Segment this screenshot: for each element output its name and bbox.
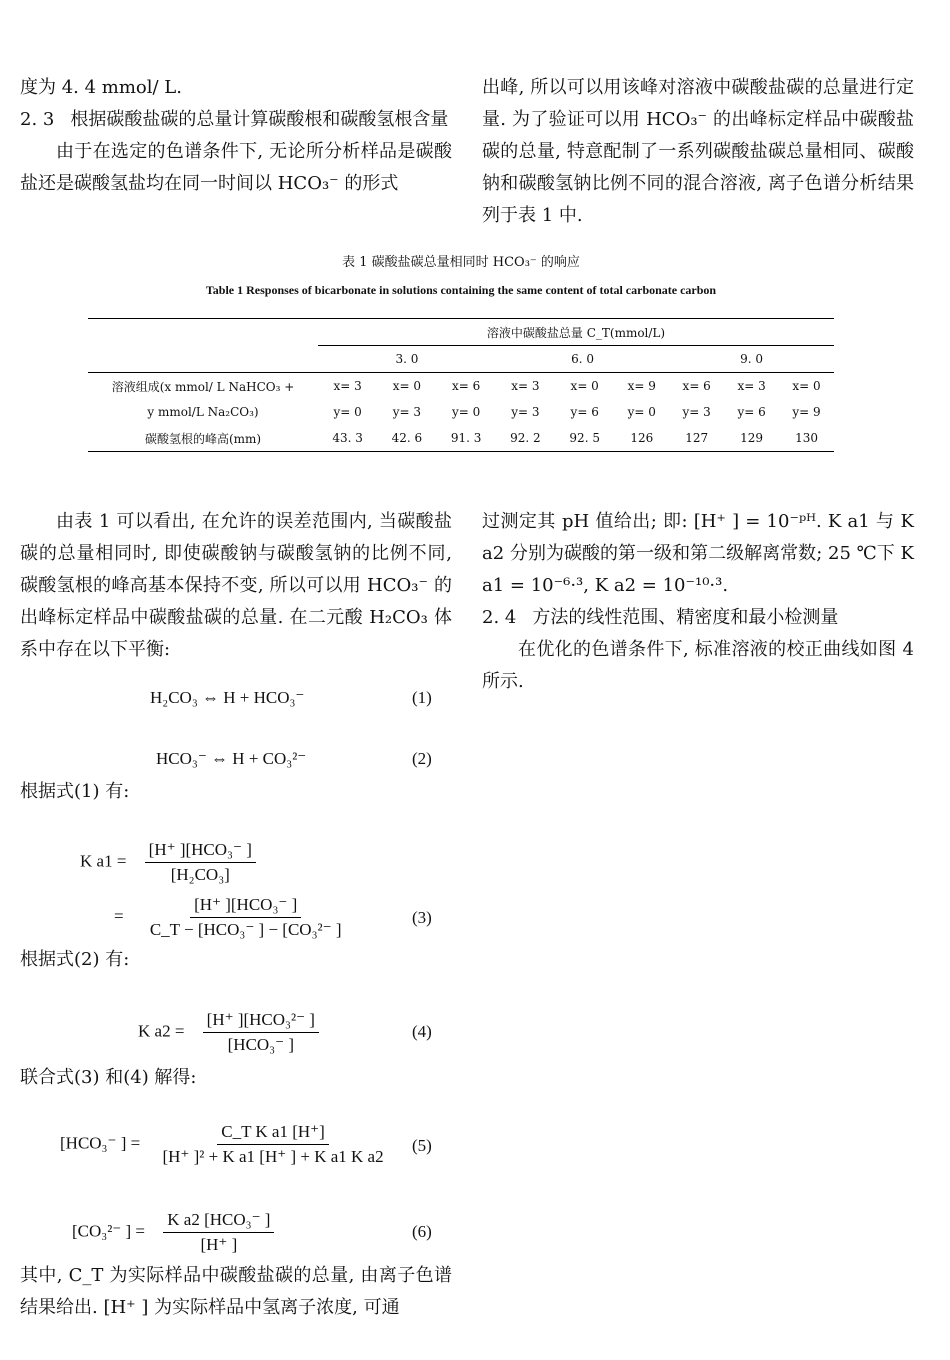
cell: y= 3: [682, 405, 711, 419]
cell: x= 0: [570, 379, 599, 393]
section-heading-2-4: [482, 602, 914, 634]
numerator: [H⁺ ][HCO₃⁻ ]: [145, 840, 256, 863]
paragraph-continuation: 过测定其 pH 值给出; 即: [H⁺ ] = 10⁻ᵖᴴ. K a1 与 K a2 分别为碳酸的第一级和第二级解离常数; 25 ℃下 K a1 = 10⁻⁶·³, K a2 = 10⁻¹⁰·³.: [482, 511, 914, 596]
paragraph: 由表 1 可以看出, 在允许的误差范围内, 当碳酸盐碳的总量相同时, 即使碳酸钠与碳酸氢钠的比例不同, 碳酸氢根的峰高基本保持不变, 所以可以用 HCO₃⁻ 的出峰标定样品中碳酸盐碳的总量. 在二元酸 H₂CO₃ 体系中存在以下平衡:: [20, 511, 452, 660]
cell: y= 0: [452, 405, 481, 419]
equation-3a: [80, 840, 256, 885]
denominator: [H⁺ ]² + K a1 [H⁺ ] + K a1 K a2: [162, 1147, 384, 1166]
cell: y= 9: [792, 405, 821, 419]
eq-lhs: K a2 =: [138, 1021, 185, 1041]
paragraph-eq34-ref: 联合式(3) 和(4) 解得:: [20, 1067, 197, 1088]
equation-4: [138, 1010, 319, 1055]
cell: y= 0: [627, 405, 656, 419]
right-column-bottom: [482, 506, 914, 698]
eq-lhs: [CO₃²⁻ ] =: [72, 1221, 146, 1241]
cell: y= 0: [333, 405, 362, 419]
table-row-y: [88, 399, 834, 425]
table-group-row: [88, 346, 834, 373]
fraction: [146, 895, 346, 940]
data-table: [88, 318, 834, 452]
group-label: 9. 0: [669, 346, 834, 373]
table-header-row: [88, 319, 834, 346]
section-number: 2. 3: [20, 109, 55, 130]
cell: y= 6: [737, 405, 766, 419]
paragraph: 出峰, 所以可以用该峰对溶液中碳酸盐碳的总量进行定量. 为了验证可以用 HCO₃⁻ 的出峰标定样品中碳酸盐碳的总量, 特意配制了一系列碳酸盐碳总量相同、碳酸钠和碳酸氢钠比例不同的混合溶液, 离子色谱分析结果列于表 1 中.: [482, 77, 914, 226]
table-caption-cn: 表 1 碳酸盐碳总量相同时 HCO₃⁻ 的响应: [342, 255, 580, 270]
cell: y= 3: [392, 405, 422, 419]
cell: 126: [614, 425, 669, 452]
cell: 92. 2: [496, 425, 555, 452]
equation-number: (5): [412, 1136, 432, 1155]
table-header: 溶液中碳酸盐总量 C_T(mmol/L): [318, 319, 834, 346]
cell: 127: [669, 425, 724, 452]
row-label: 溶液组成(x mmol/ L NaHCO₃ +: [111, 379, 295, 394]
equation-number: (3): [412, 908, 432, 927]
numerator: K a2 [HCO₃⁻ ]: [163, 1210, 274, 1233]
right-column-top: [482, 72, 914, 232]
fraction: [145, 840, 256, 885]
cell: 130: [779, 425, 834, 452]
cell: 92. 5: [555, 425, 614, 452]
section-title: 根据碳酸盐碳的总量计算碳酸根和碳酸氢根含量: [70, 109, 449, 130]
numerator: [H⁺ ][HCO₃⁻ ]: [190, 895, 301, 918]
numerator: [H⁺ ][HCO₃²⁻ ]: [203, 1010, 319, 1033]
denominator: [HCO₃⁻ ]: [227, 1035, 294, 1054]
cell: 43. 3: [318, 425, 377, 452]
cell: x= 6: [452, 379, 481, 393]
equation-1: H₂CO₃ ⇔ H + HCO₃⁻: [150, 688, 305, 707]
table-caption-en: Table 1 Responses of bicarbonate in solutions containing the same content of total carbonate carbon: [205, 283, 717, 297]
eq-lhs: [HCO₃⁻ ] =: [60, 1133, 141, 1153]
paragraph-eq2-ref: 根据式(2) 有:: [20, 949, 130, 970]
fraction: [163, 1210, 274, 1255]
paragraph-continuation: 度为 4. 4 mmol/ L.: [20, 77, 182, 98]
cell: x= 3: [511, 379, 540, 393]
cell: 42. 6: [377, 425, 436, 452]
cell: x= 9: [627, 379, 656, 393]
group-label: 3. 0: [318, 346, 496, 373]
cell: 129: [724, 425, 779, 452]
group-label: 6. 0: [496, 346, 669, 373]
paragraph-after-table: [20, 506, 452, 666]
eq-lhs: K a1 =: [80, 851, 127, 871]
denominator: [H₂CO₃]: [170, 865, 230, 884]
table-row-x: [88, 373, 834, 400]
equation-5: [60, 1122, 388, 1167]
section-title: 方法的线性范围、精密度和最小检测量: [532, 607, 839, 628]
equation-number: (1): [412, 688, 432, 707]
equation-3b: = $\frac{\text{[H⁺ ][HCO₃⁻ ]}}{\text{C\_T − [HCO₃⁻ ] − [CO₃²⁻ ]}}$: [114, 895, 345, 940]
cell: x= 3: [333, 379, 362, 393]
numerator: C_T K a1 [H⁺]: [217, 1122, 329, 1145]
equation-number: (2): [412, 749, 432, 768]
row-label: 碳酸氢根的峰高(mm): [88, 425, 318, 452]
fraction: [203, 1010, 319, 1055]
left-column-top: [20, 72, 452, 200]
cell: 91. 3: [437, 425, 496, 452]
equation-6: [72, 1210, 274, 1255]
paragraph: 在优化的色谱条件下, 标准溶液的校正曲线如图 4 所示.: [482, 639, 914, 692]
paragraph-eq1-ref: 根据式(1) 有:: [20, 781, 130, 802]
paragraph-final-left: 其中, C_T 为实际样品中碳酸盐碳的总量, 由离子色谱结果给出. [H⁺ ] 为实际样品中氢离子浓度, 可通: [20, 1265, 452, 1318]
table-row-peak: [88, 425, 834, 452]
section-number: 2. 4: [482, 607, 517, 628]
cell: y= 3: [511, 405, 540, 419]
equation-number: (4): [412, 1022, 432, 1041]
paragraph: 由于在选定的色谱条件下, 无论所分析样品是碳酸盐还是碳酸氢盐均在同一时间以 HCO₃⁻ 的形式: [20, 141, 452, 194]
denominator: [H⁺ ]: [200, 1235, 238, 1254]
cell: y= 6: [570, 405, 599, 419]
table-1: [88, 246, 834, 452]
equation-number: (6): [412, 1222, 432, 1241]
cell: x= 0: [392, 379, 422, 393]
denominator: C_T − [HCO₃⁻ ] − [CO₃²⁻ ]: [149, 920, 342, 939]
section-heading-2-3: [20, 104, 452, 136]
cell: x= 6: [682, 379, 711, 393]
equation-2: HCO₃⁻ ⇔ H + CO₃²⁻: [156, 749, 307, 768]
cell: x= 0: [792, 379, 821, 393]
fraction: [158, 1122, 387, 1167]
cell: x= 3: [737, 379, 766, 393]
row-label: y mmol/L Na₂CO₃): [147, 405, 259, 419]
